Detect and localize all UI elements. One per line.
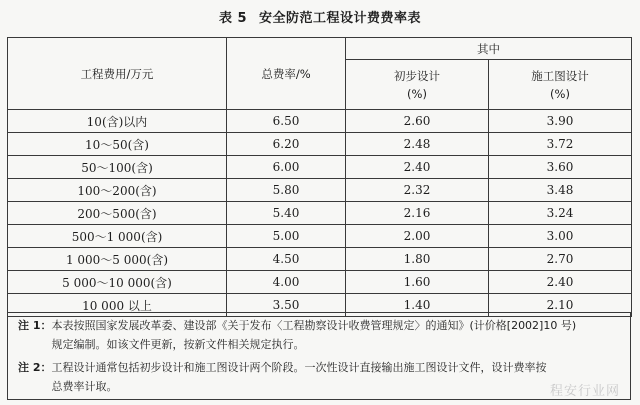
- cell-cost-range: 50～100(含): [8, 156, 227, 179]
- cell-construction-rate: 3.00: [489, 225, 632, 248]
- cell-construction-rate: 2.70: [489, 248, 632, 271]
- cell-cost-range: 1 000～5 000(含): [8, 248, 227, 271]
- cell-preliminary-rate: 2.00: [346, 225, 489, 248]
- cell-total-rate: 5.80: [227, 179, 346, 202]
- cell-cost-range: 100～200(含): [8, 179, 227, 202]
- note-2: [18, 358, 624, 396]
- fee-rate-table: [7, 37, 632, 317]
- cell-total-rate: 3.50: [227, 294, 346, 317]
- note-text: 工程设计通常包括初步设计和施工图设计两个阶段。一次性设计直接输出施工图设计文件，设计费率按 总费率计取。: [51, 361, 547, 393]
- note-1: [18, 316, 624, 354]
- cell-construction-rate: 3.24: [489, 202, 632, 225]
- header-preliminary: 初步设计 (%): [346, 60, 489, 110]
- cell-total-rate: 6.00: [227, 156, 346, 179]
- table-row: [8, 202, 632, 225]
- cell-preliminary-rate: 2.40: [346, 156, 489, 179]
- table-title: [0, 7, 640, 26]
- cell-construction-rate: 3.90: [489, 110, 632, 133]
- cell-preliminary-rate: 2.16: [346, 202, 489, 225]
- table-row: [8, 248, 632, 271]
- table-body: [8, 110, 632, 317]
- cell-cost-range: 10～50(含): [8, 133, 227, 156]
- header-group: 其中: [346, 38, 632, 60]
- cell-total-rate: 4.50: [227, 248, 346, 271]
- cell-total-rate: 5.40: [227, 202, 346, 225]
- cell-preliminary-rate: 2.60: [346, 110, 489, 133]
- note-text: 本表按照国家发展改革委、建设部《关于发布〈工程勘察设计收费管理规定〉的通知》(计价格[2002]10 号) 规定编制。如该文件更新，按新文件相关规定执行。: [51, 319, 577, 351]
- cell-total-rate: 4.00: [227, 271, 346, 294]
- cell-total-rate: 5.00: [227, 225, 346, 248]
- table-row: [8, 225, 632, 248]
- cell-construction-rate: 2.40: [489, 271, 632, 294]
- cell-preliminary-rate: 2.48: [346, 133, 489, 156]
- cell-cost-range: 500～1 000(含): [8, 225, 227, 248]
- table-row: [8, 271, 632, 294]
- table-row: [8, 133, 632, 156]
- table-title-text: 安全防范工程设计费费率表: [259, 11, 422, 26]
- cell-cost-range: 5 000～10 000(含): [8, 271, 227, 294]
- cell-preliminary-rate: 1.60: [346, 271, 489, 294]
- table-row: [8, 156, 632, 179]
- cell-construction-rate: 3.60: [489, 156, 632, 179]
- cell-cost-range: 10 000 以上: [8, 294, 227, 317]
- cell-preliminary-rate: 2.32: [346, 179, 489, 202]
- note-label: 注 1：: [18, 319, 52, 332]
- header-cost: 工程费用/万元: [8, 38, 227, 110]
- header-total-rate: 总费率/%: [227, 38, 346, 110]
- notes-box: [7, 312, 631, 400]
- table-number: 表 5: [218, 11, 248, 26]
- table-row: [8, 179, 632, 202]
- note-label: 注 2：: [18, 361, 52, 374]
- cell-total-rate: 6.20: [227, 133, 346, 156]
- cell-total-rate: 6.50: [227, 110, 346, 133]
- watermark: 程安行业网: [549, 384, 620, 399]
- cell-preliminary-rate: 1.40: [346, 294, 489, 317]
- table-row: [8, 110, 632, 133]
- cell-cost-range: 10(含)以内: [8, 110, 227, 133]
- cell-preliminary-rate: 1.80: [346, 248, 489, 271]
- cell-construction-rate: 3.72: [489, 133, 632, 156]
- cell-construction-rate: 3.48: [489, 179, 632, 202]
- cell-construction-rate: 2.10: [489, 294, 632, 317]
- header-construction: 施工图设计 (%): [489, 60, 632, 110]
- cell-cost-range: 200～500(含): [8, 202, 227, 225]
